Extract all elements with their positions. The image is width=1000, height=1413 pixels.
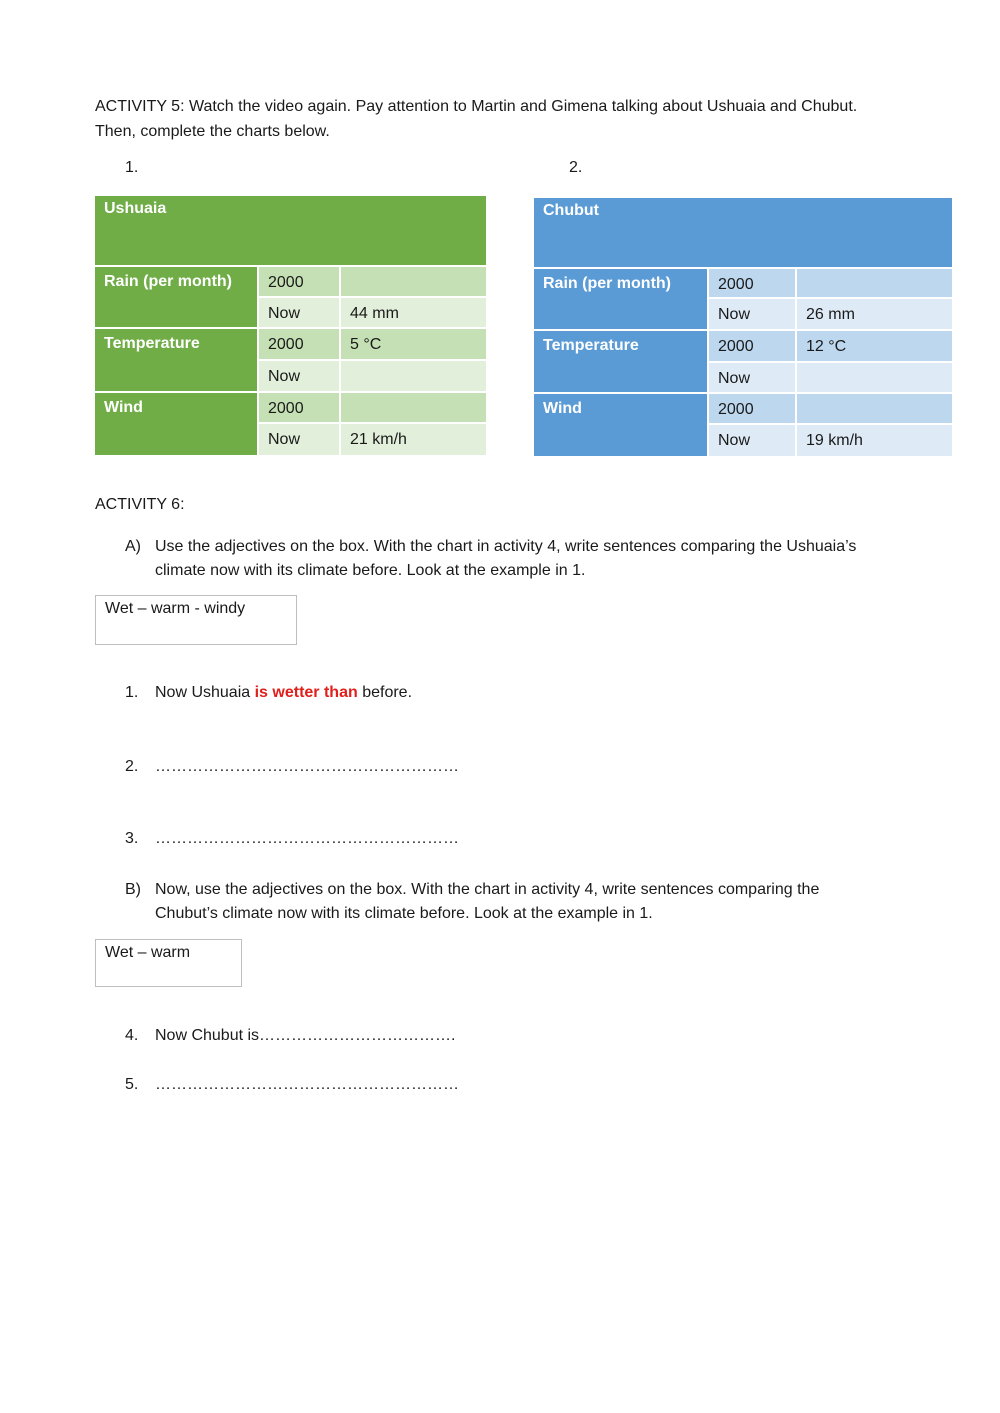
adjective-box-b (95, 939, 242, 987)
sentence-1-text (155, 681, 412, 705)
sentence-4-number: 4. (125, 1027, 139, 1044)
chubut-temp-2000-value: 12 °C (796, 330, 952, 362)
part-a-line-2: climate now with its climate before. Look at the example in 1. (155, 562, 586, 579)
ushuaia-temp-2000-year: 2000 (258, 328, 340, 360)
ushuaia-temperature-label: Temperature (95, 328, 258, 392)
sentence-1-number: 1. (125, 684, 139, 701)
chubut-title: Chubut (534, 198, 952, 268)
chubut-temp-2000-year: 2000 (708, 330, 796, 362)
part-b-line-1: Now, use the adjectives on the box. With the chart in activity 4, write sentences comparing the (155, 881, 820, 898)
part-b-instructions (125, 878, 925, 926)
part-a-instructions (125, 535, 925, 583)
ushuaia-rain-2000-value[interactable] (340, 266, 486, 297)
sentence-3-blank[interactable]: ………………………………………………… (155, 830, 459, 847)
chubut-temp-now-value[interactable] (796, 362, 952, 393)
ushuaia-rain-label: Rain (per month) (95, 266, 258, 328)
ushuaia-temp-2000-value: 5 °C (340, 328, 486, 360)
ushuaia-rain-now-year: Now (258, 297, 340, 328)
activity-5-instructions (95, 94, 925, 144)
chubut-wind-2000-year: 2000 (708, 393, 796, 424)
chubut-wind-2000-value[interactable] (796, 393, 952, 424)
activity-5-line-2: Then, complete the charts below. (95, 123, 330, 140)
activity-5-line-1: ACTIVITY 5: Watch the video again. Pay attention to Martin and Gimena talking about Ushuaia and Chubut. (95, 98, 858, 115)
ushuaia-temp-now-year: Now (258, 360, 340, 392)
sentence-4-text[interactable]: Now Chubut is………………………………. (155, 1027, 456, 1044)
sentence-5-number: 5. (125, 1076, 139, 1093)
chubut-rain-now-value: 26 mm (796, 298, 952, 330)
chubut-wind-now-value: 19 km/h (796, 424, 952, 456)
sentence-1-highlight: is wetter than (254, 684, 358, 701)
ushuaia-wind-now-value: 21 km/h (340, 423, 486, 455)
part-a-line-1: Use the adjectives on the box. With the chart in activity 4, write sentences comparing the Ushuaia’s (155, 538, 857, 555)
ushuaia-wind-2000-value[interactable] (340, 392, 486, 423)
adjective-box-a (95, 595, 297, 645)
adjective-box-b-text: Wet – warm (105, 944, 191, 961)
chubut-wind-label: Wind (534, 393, 708, 456)
sentence-5-blank[interactable]: ………………………………………………… (155, 1076, 459, 1093)
sentence-1-pre: Now Ushuaia (155, 684, 255, 701)
ushuaia-title: Ushuaia (95, 196, 486, 266)
ushuaia-wind-2000-year: 2000 (258, 392, 340, 423)
part-b-line-2: Chubut’s climate now with its climate before. Look at the example in 1. (155, 905, 653, 922)
ushuaia-chart (95, 196, 486, 455)
chubut-chart (534, 198, 952, 456)
ushuaia-wind-now-year: Now (258, 423, 340, 455)
adjective-box-a-text: Wet – warm - windy (105, 600, 246, 617)
ushuaia-temp-now-value[interactable] (340, 360, 486, 392)
ushuaia-rain-2000-year: 2000 (258, 266, 340, 297)
chubut-temp-now-year: Now (708, 362, 796, 393)
activity-6-heading: ACTIVITY 6: (95, 496, 185, 513)
sentence-3-number: 3. (125, 830, 139, 847)
chubut-rain-label: Rain (per month) (534, 268, 708, 330)
chart-number-2: 2. (569, 159, 583, 176)
ushuaia-wind-label: Wind (95, 392, 258, 455)
part-b-marker: B) (125, 881, 141, 898)
chubut-rain-2000-value[interactable] (796, 268, 952, 298)
chubut-temperature-label: Temperature (534, 330, 708, 393)
part-a-marker: A) (125, 538, 141, 555)
chart-number-1: 1. (125, 159, 139, 176)
chubut-rain-now-year: Now (708, 298, 796, 330)
chubut-rain-2000-year: 2000 (708, 268, 796, 298)
ushuaia-rain-now-value: 44 mm (340, 297, 486, 328)
sentence-2-number: 2. (125, 758, 139, 775)
sentence-1-post: before. (357, 684, 413, 701)
sentence-2-blank[interactable]: ………………………………………………… (155, 758, 459, 775)
chubut-wind-now-year: Now (708, 424, 796, 456)
